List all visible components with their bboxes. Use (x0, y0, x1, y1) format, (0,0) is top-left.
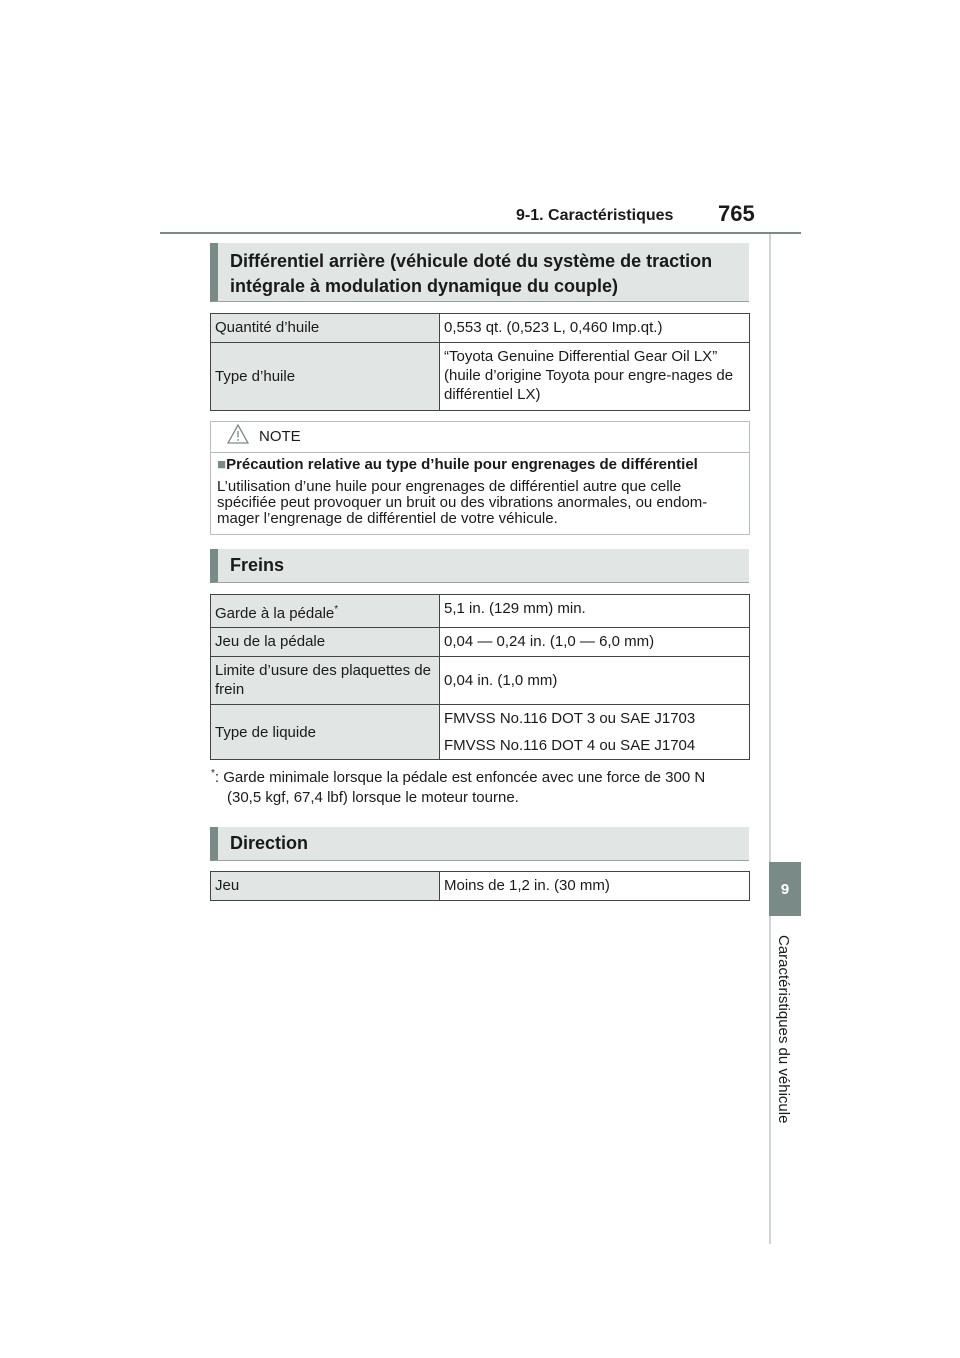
table-row (211, 595, 750, 628)
warning-triangle-icon (227, 424, 249, 444)
spec-key: Limite d’usure des plaquettes de frein (211, 657, 440, 705)
spec-key: Quantité d’huile (211, 314, 440, 343)
footnote: *: Garde minimale lorsque la pédale est enfoncée avec une force de 300 N (30,5 kgf, 67,4 lbf) lorsque le moteur tourne. (211, 768, 706, 806)
table-row (211, 872, 750, 901)
spec-value: “Toyota Genuine Differential Gear Oil LX” (huile d’origine Toyota pour engre-nages de différentiel LX) (440, 343, 750, 411)
section-title: 9-1. Caractéristiques (516, 207, 674, 224)
spec-key: Type d’huile (211, 343, 440, 411)
differential-heading: Différentiel arrière (véhicule doté du système de traction intégrale à modulation dynamique du couple) (210, 243, 749, 302)
steering-table (210, 871, 750, 901)
table-row (211, 657, 750, 705)
spec-key: Jeu (211, 872, 440, 901)
page-number: 765 (718, 201, 755, 226)
chapter-tab: 9 (769, 862, 801, 916)
steering-heading: Direction (210, 827, 749, 861)
spec-value: 0,04 in. (1,0 mm) (440, 657, 750, 705)
table-row (211, 343, 750, 411)
spec-key: Garde à la pédale* (211, 595, 440, 628)
differential-table (210, 313, 750, 411)
note-label: NOTE (259, 428, 301, 445)
spec-key: Jeu de la pédale (211, 628, 440, 657)
spec-key: Type de liquide (211, 705, 440, 760)
spec-value: 0,553 qt. (0,523 L, 0,460 Imp.qt.) (440, 314, 750, 343)
table-row (211, 314, 750, 343)
spec-value: 0,04 — 0,24 in. (1,0 — 6,0 mm) (440, 628, 750, 657)
note-text: L’utilisation d’une huile pour engrenages de différentiel autre que celle spécifiée peut provoquer un bruit ou des vibrations anormales, ou endom-mager l’engrenage de différentiel de votre véhicule. (217, 478, 708, 527)
brakes-table (210, 594, 750, 760)
spec-value: 5,1 in. (129 mm) min. (440, 595, 750, 628)
brakes-heading: Freins (210, 549, 749, 583)
spec-value: FMVSS No.116 DOT 3 ou SAE J1703 FMVSS No.116 DOT 4 ou SAE J1704 (440, 705, 750, 760)
note-header (211, 422, 749, 453)
table-row (211, 705, 750, 760)
header-divider (160, 232, 801, 234)
chapter-label: Caractéristiques du véhicule (775, 935, 792, 1124)
table-row (211, 628, 750, 657)
note-box (210, 421, 750, 535)
spec-value: Moins de 1,2 in. (30 mm) (440, 872, 750, 901)
note-title: ■Précaution relative au type d’huile pour engrenages de différentiel (217, 456, 698, 473)
